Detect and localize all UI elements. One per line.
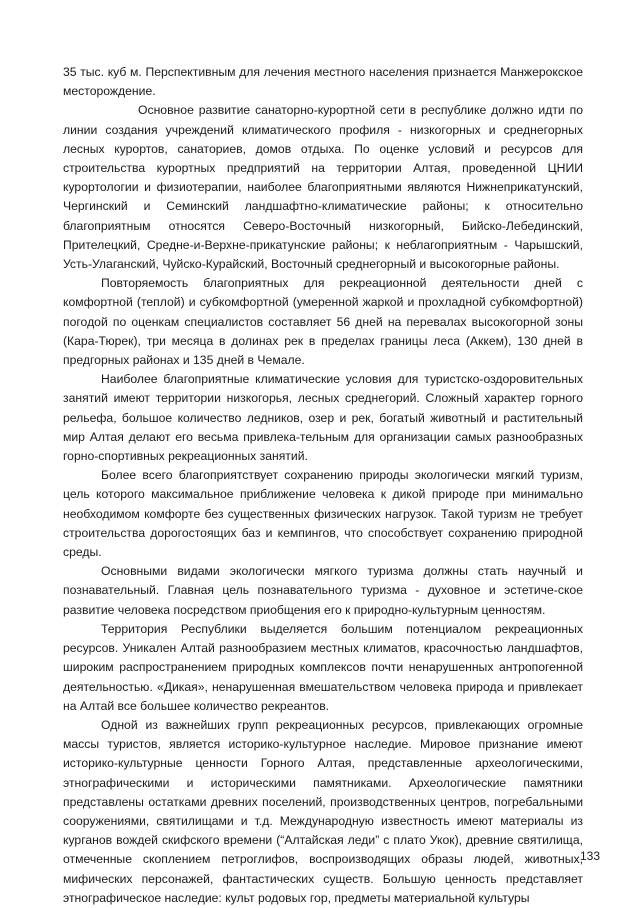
page-number: 133 [579,849,600,863]
paragraph-4: Наиболее благоприятные климатические условия для туристско-оздоровительных занятий имеют территории низкогорья, лесных среднегорий. Сложный характер горного рельефа, большое количество ледников, озер и рек, богатый животный и растительный мир Алтая делают его весьма привлека-тельным для организации самых разнообразных горно-спортивных рекреационных занятий. [63,372,583,464]
paragraph-6: Основными видами экологически мягкого туризма должны стать научный и познавательный. Главная цель познавательного туризма - духовное и эстетиче-ское развитие человека посредством приобщения его к природно-культурным ценностям. [63,564,583,617]
page-body-text [63,63,583,908]
paragraph-5: Более всего благоприятствует сохранению природы экологически мягкий туризм, цель которого максимальное приближение человека к дикой природе при минимально необходимом комфорте без существенных физических нагрузок. Такой туризм не требует строительства дорогостоящих баз и кемпингов, что способствует сохранению природной среды. [63,468,583,560]
paragraph-8: Одной из важнейших групп рекреационных ресурсов, привлекающих огромные массы туристов, является историко-культурное наследие. Мировое признание имеют историко-культурные ценности Горного Алтая, представленные археологическими, этнографическими и историческими памятниками. Археологические памятники представлены остатками древних поселений, производственных центров, погребальными сооружениями, святилищами и т.д. Международную известность имеют материалы из курганов вождей скифского времени (“Алтайская леди” с плато Укок), древние святилища, отмеченные скоплением петроглифов, воспроизводящих образы людей, животных, мифических персонажей, фантастических существ. Большую ценность представляет этнографическое наследие: культ родовых гор, предметы материальной культуры [63,717,583,905]
paragraph-2: Основное развитие санаторно-курортной сети в республике должно идти по линии создания учреждений климатического профиля - низкогорных и среднегорных лесных курортов, санаториев, домов отдыха. По оценке условий и ресурсов для строительства курортных предприятий на территории Алтая, проведенной ЦНИИ курортологии и физиотерапии, наиболее благоприятными являются Нижнеприкатунский, Чергинский и Семинский ландшафтно-климатические районы; к относительно благоприятным относятся Северо-Восточный низкогорный, Бийско-Лебединский, Прителецкий, Средне-и-Верхне-прикатунские районы; к неблагоприятным - Чарышский, Усть-Улаганский, Чуйско-Курайский, Восточный среднегорный и высокогорные районы. [63,103,583,272]
paragraph-7: Территория Республики выделяется большим потенциалом рекреационных ресурсов. Уникален Алтай разнообразием местных климатов, красочностью ландшафтов, широким распространением природных комплексов почти ненарушенных антропогенной деятельностью. «Дикая», ненарушенная вмешательством человека природа и привлекает на Алтай все большее количество рекреантов. [63,621,583,713]
paragraph-1: 35 тыс. куб м. Перспективным для лечения местного населения признается Манжерокское месторождение. [63,65,583,99]
paragraph-3: Повторяемость благоприятных для рекреационной деятельности дней с комфортной (теплой) и субкомфортной (умеренной жаркой и прохладной субкомфортной) погодой по оценкам специалистов составляет 56 дней на перевалах высокогорной зоны (Кара-Тюрек), три месяца в долинах рек в пределах границы леса (Аккем), 130 дней в предгорных районах и 135 дней в Чемале. [63,276,583,368]
